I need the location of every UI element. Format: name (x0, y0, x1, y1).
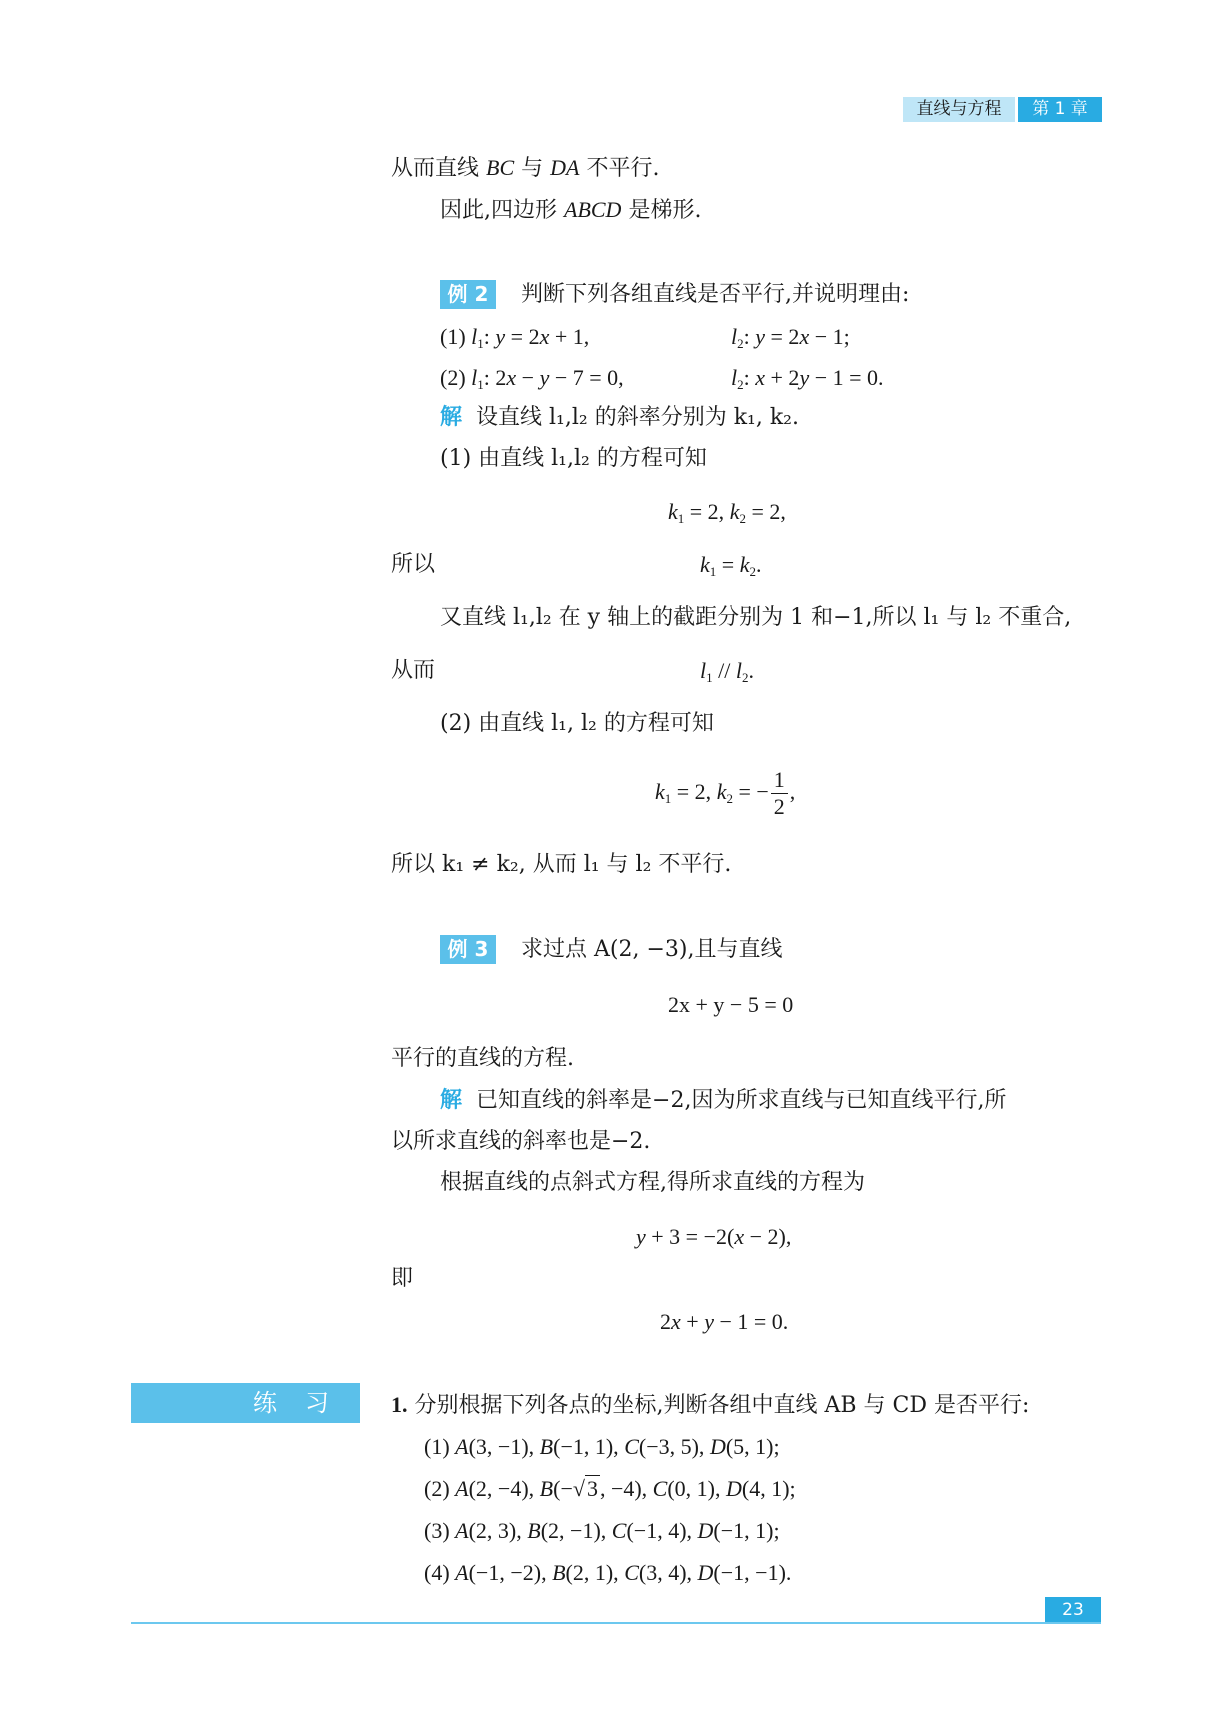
example-3-given-line: 2x + y − 5 = 0 (668, 992, 794, 1017)
example-3-solution: 解 已知直线的斜率是−2,因为所求直线与已知直线平行,所 (440, 1088, 1007, 1113)
example-2-conclusion: 所以 k₁ ≠ k₂, 从而 l₁ 与 l₂ 不平行. (391, 852, 732, 877)
example-2-tag: 例 2 (440, 280, 496, 309)
example-3-ji: 即 (391, 1266, 414, 1291)
example-3-solution-2: 以所求直线的斜率也是−2. (391, 1129, 651, 1154)
top-line-2: 因此,四边形 ABCD 是梯形. (440, 197, 702, 223)
example-2-k-values-2: $k_1 = 2$, $k_2$ = − $\frac{1}{2}$ , (655, 767, 796, 820)
example-3-answer: 2x + y − 1 = 0. (660, 1309, 789, 1334)
example-2-eq-1b: $l_2$: y = 2x − 1; (731, 324, 850, 351)
practice-q1: 1. 分别根据下列各点的坐标,判断各组中直线 AB 与 CD 是否平行: (391, 1392, 1030, 1418)
example-2-solution: 解 设直线 l₁,l₂ 的斜率分别为 k₁, k₂. (440, 405, 799, 430)
example-3-prompt: 求过点 A(2, −3),且与直线 (521, 937, 783, 962)
example-3-point-slope: y + 3 = −2(x − 2), (636, 1224, 792, 1249)
example-2-intercept: 又直线 l₁,l₂ 在 y 轴上的截距分别为 1 和−1,所以 l₁ 与 l₂ 不重合, (440, 605, 1072, 630)
page-number: 23 (1045, 1597, 1101, 1624)
practice-label: 练习 (131, 1383, 360, 1423)
example-2-part1-intro: (1) 由直线 l₁,l₂ 的方程可知 (440, 446, 707, 471)
example-3-tag: 例 3 (440, 935, 496, 964)
fraction-one-half: $\frac{1}{2}$ (771, 767, 788, 820)
example-2-part2-intro: (2) 由直线 l₁, l₂ 的方程可知 (440, 711, 714, 736)
example-2-eq-1a: (1) $l_1$: y = 2x + 1, (440, 324, 590, 351)
header-section: 直线与方程 (903, 97, 1015, 122)
practice-q1-item-3: (3) A(2, 3), B(2, −1), C(−1, 4), D(−1, 1); (424, 1518, 780, 1543)
example-2-k-values: $k_1 = 2$, $k_2 = 2$, (668, 499, 786, 526)
practice-q1-item-1: (1) A(3, −1), B(−1, 1), C(−3, 5), D(5, 1); (424, 1434, 780, 1459)
solution-tag: 解 (440, 405, 463, 430)
example-2-k-equal: $k_1 = k_2$. (700, 552, 762, 579)
solution-tag: 解 (440, 1088, 463, 1113)
example-3-prompt-end: 平行的直线的方程. (391, 1046, 574, 1071)
example-2-so: 所以 (391, 552, 436, 577)
top-line-1: 从而直线 BC 与 DA 不平行. (391, 155, 660, 181)
example-2-eq-2b: $l_2$: x + 2y − 1 = 0. (731, 365, 884, 392)
practice-q1-item-2: (2) A(2, −4), B(−√3, −4), C(0, 1), D(4, 1); (424, 1476, 796, 1501)
example-2-prompt: 判断下列各组直线是否平行,并说明理由: (521, 282, 910, 307)
example-3-basis: 根据直线的点斜式方程,得所求直线的方程为 (440, 1170, 865, 1195)
example-2-parallel: $l_1 // l_2$. (700, 658, 754, 685)
practice-q1-item-4: (4) A(−1, −2), B(2, 1), C(3, 4), D(−1, −1). (424, 1560, 792, 1585)
footer-rule (131, 1622, 1101, 1624)
example-2-from: 从而 (391, 658, 436, 683)
header-chapter: 第 1 章 (1018, 97, 1102, 122)
example-2-eq-2a: (2) $l_1$: 2x − y − 7 = 0, (440, 365, 624, 392)
